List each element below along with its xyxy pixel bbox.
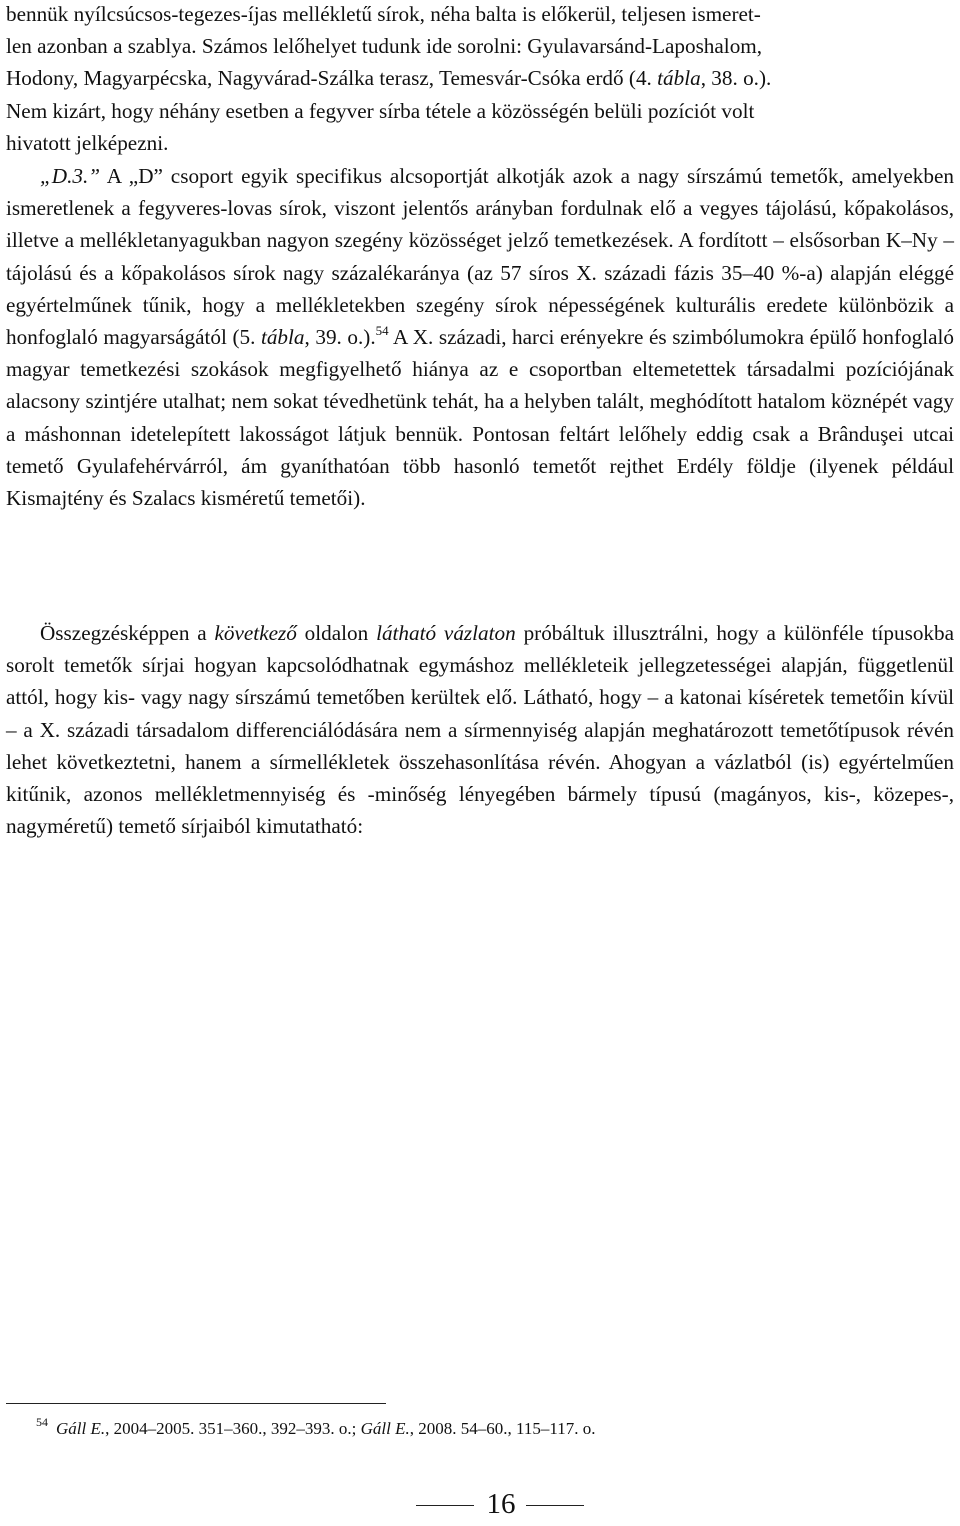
- para1-line4: Nem kizárt, hogy néhány esetben a fegyver sírba tétele a közösségén belüli pozíciót volt: [6, 98, 755, 123]
- page-number: 16: [486, 1488, 516, 1520]
- page-number-block: [6, 1486, 954, 1526]
- paragraph-summary: Összegzésképpen a következő oldalon látható vázlaton próbáltuk illusztrálni, hogy a különféle típusokba sorolt temetők sírjai hogyan kapcsolódhatnak egymáshoz mellékleteik jellegzetességei alapján, függetlenül attól, hogy kis- vagy nagy sírszámú temetőben kerültek elő. Látható, hogy – a katonai kíséretek temetőin kívül – a X. századi társadalom differenciálódására nem a sírmennyiség alapján meghatározott temetőtípusok révén lehet következtetni, hanem a sírmellékletek összehasonlítása révén. Ahogyan a vázlatból (is) egyértelműen kitűnik, azonos mellékletmennyiség és -minőség lényegében bármely típusú (magányos, kis-, közepes-, nagyméretű) temető sírjaiból kimutatható:: [6, 621, 954, 839]
- page-number-dash-left: [416, 1505, 474, 1506]
- para1-line5: hivatott jelképezni.: [6, 130, 169, 155]
- footnote-54: $^{54}$ Gáll E., 2004–2005. 351–360., 392–393. o.; Gáll E., 2008. 54–60., 115–117. o.: [36, 1415, 596, 1438]
- section-label-d3: „D.3.”: [40, 164, 101, 188]
- para1-line3: Hodony, Magyarpécska, Nagyvárad-Szálka terasz, Temesvár-Csóka erdő (4. tábla, 38. o.).: [6, 66, 772, 91]
- para1-line2: len azonban a szablya. Számos lelőhelyet tudunk ide sorolni: Gyulavarsánd-Laposhalom,: [6, 34, 763, 59]
- footnote-author: Gáll E.: [360, 1419, 410, 1438]
- page-number-dash-right: [526, 1505, 584, 1506]
- paragraph-d3: „D.3.” A „D” csoport egyik specifikus alcsoportját alkotják azok a nagy sírszámú temetők, amelyekben ismeretlenek a fegyveres-lovas sírok, viszont jelentős arányban fordulnak elő a vegyes tájolású, kőpakolásos, illetve a mellékletanyagukban nagyon szegény közösséget jelző temetkezések. A fordított – elsősorban K–Ny – tájolású és a kőpakolásos sírok nagy százalékaránya (az 57 síros X. századi fázis 35–40 %-a) alapján eléggé egyértelműnek tűnik, hogy a mellékletekben szegény sírok népességének kulturális eredete különbözik a honfoglaló magyarságától (5. tábla, 39. o.).$^{54}$ A X. századi, harci erényekre és szimbólumokra épülő honfoglaló magyar temetkezési szokások megfigyelhető hiánya az e csoportban eltemetettek társadalmi pozíciójának alacsony szintjére utalhat; nem sokat tévedhetünk tehát, ha a helyben talált, meghódított hatalom köznépét vagy a máshonnan idetelepített lakosságot látjuk bennük. Pontosan feltárt lelőhely eddig csak a Brânduşei utcai temető Gyulafehérvárról, ám gyaníthatóan több hasonló temetőt rejthet Erdély földje (ilyenek például Kismajtény és Szalacs kisméretű temetői).: [6, 164, 954, 511]
- footnote-divider: [6, 1403, 386, 1404]
- footnote-ref-54[interactable]: 54: [375, 323, 389, 339]
- footnote-number: 54: [36, 1415, 48, 1429]
- para1-line1: bennük nyílcsúcsos-tegezes-íjas mellékletű sírok, néha balta is előkerül, teljesen ismeret-: [6, 2, 761, 26]
- paragraph-continued: [6, 0, 954, 159]
- footnote-author: Gáll E.: [56, 1419, 106, 1438]
